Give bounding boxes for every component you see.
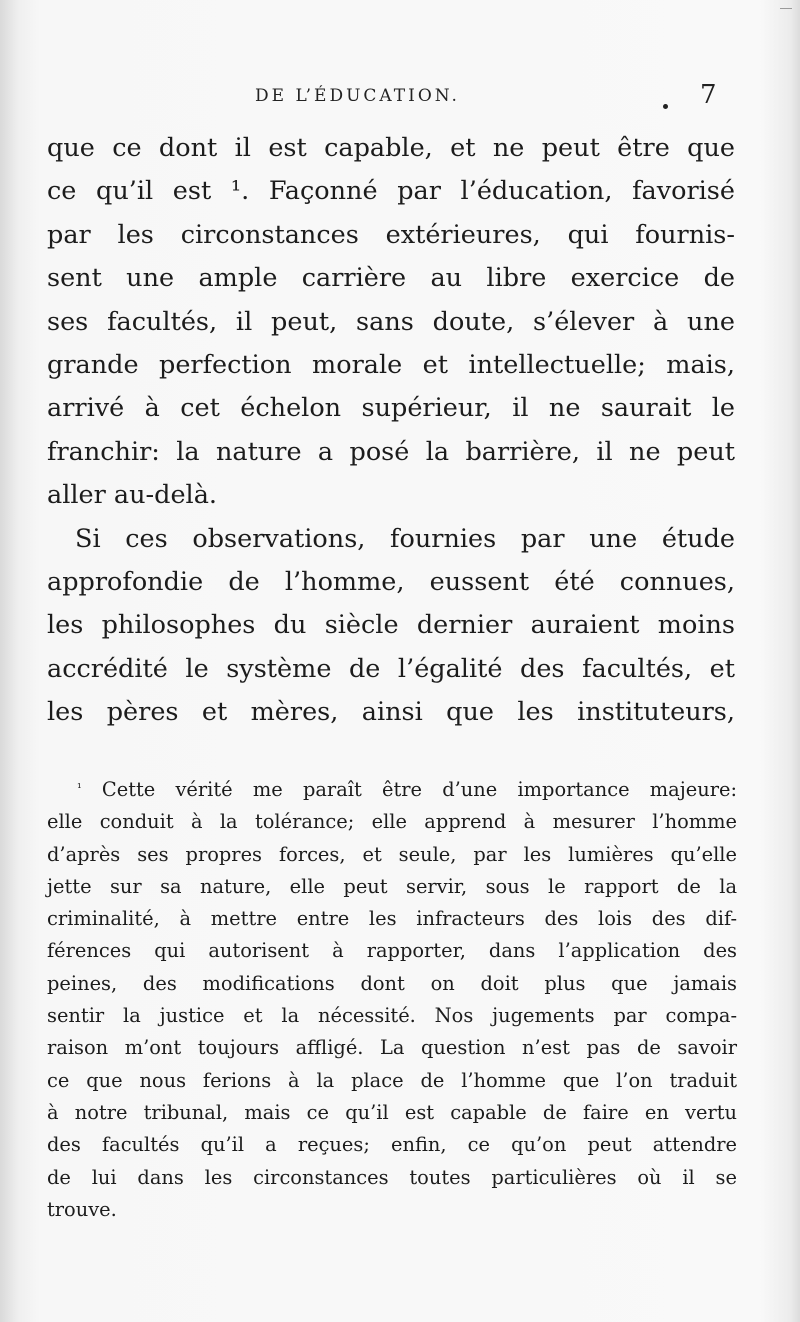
text-line: arrivé à cet échelon supérieur, il ne saurait le bbox=[47, 393, 735, 424]
footnote-line: jette sur sa nature, elle peut servir, sous le rapport de la bbox=[47, 874, 737, 898]
footnote-line: à notre tribunal, mais ce qu’il est capable de faire en vertu bbox=[47, 1100, 737, 1124]
text-line: ce qu’il est ¹. Façonné par l’éducation, favorisé bbox=[47, 176, 735, 207]
header-dot bbox=[663, 104, 668, 109]
footnote-line: de lui dans les circonstances toutes particulières où il se bbox=[47, 1165, 737, 1189]
footnote-line: ce que nous ferions à la place de l’homme que l’on traduit bbox=[47, 1068, 737, 1092]
running-title: DE L’ÉDUCATION. bbox=[255, 86, 460, 106]
footnote-line: raison m’ont toujours affligé. La question n’est pas de savoir bbox=[47, 1036, 737, 1060]
text-line: Si ces observations, fournies par une étude bbox=[75, 523, 735, 554]
text-line: les pères et mères, ainsi que les instituteurs, bbox=[47, 697, 735, 728]
text-line: approfondie de l’homme, eussent été connues, bbox=[47, 566, 735, 597]
footnote-line: des facultés qu’il a reçues; enfin, ce qu’on peut attendre bbox=[47, 1133, 737, 1157]
text-line: ses facultés, il peut, sans doute, s’élever à une bbox=[47, 306, 735, 337]
page-number: 7 bbox=[700, 80, 717, 110]
text-line: grande perfection morale et intellectuelle; mais, bbox=[47, 349, 735, 380]
text-line: sent une ample carrière au libre exercice de bbox=[47, 263, 735, 294]
footnote-line: férences qui autorisent à rapporter, dans l’application des bbox=[47, 939, 737, 963]
footnote-text: Cette vérité me paraît être d’une importance majeure: bbox=[101, 778, 737, 801]
page-edge-mark bbox=[780, 8, 792, 9]
text-line: les philosophes du siècle dernier auraient moins bbox=[47, 610, 735, 641]
footnote-line: criminalité, à mettre entre les infracteurs des lois des dif- bbox=[47, 907, 737, 931]
footnote-marker: ¹ bbox=[77, 781, 82, 795]
footnote-line: peines, des modifications dont on doit plus que jamais bbox=[47, 971, 737, 995]
text-line: par les circonstances extérieures, qui fournis- bbox=[47, 219, 735, 250]
main-text-block bbox=[47, 127, 735, 734]
text-line: accrédité le système de l’égalité des facultés, et bbox=[47, 653, 735, 684]
text-line: franchir: la nature a posé la barrière, il ne peut bbox=[47, 436, 735, 467]
footnote-line: elle conduit à la tolérance; elle apprend à mesurer l’homme bbox=[47, 810, 737, 834]
text-line: que ce dont il est capable, et ne peut être que bbox=[47, 133, 735, 163]
footnote-line: trouve. bbox=[47, 1197, 117, 1221]
text-line: aller au-delà. bbox=[47, 480, 218, 511]
footnote-line bbox=[47, 774, 737, 806]
footnote-line: sentir la justice et la nécessité. Nos jugements par compa- bbox=[47, 1004, 737, 1028]
footnote-block bbox=[47, 774, 737, 1226]
footnote-line: d’après ses propres forces, et seule, par les lumières qu’elle bbox=[47, 842, 737, 866]
